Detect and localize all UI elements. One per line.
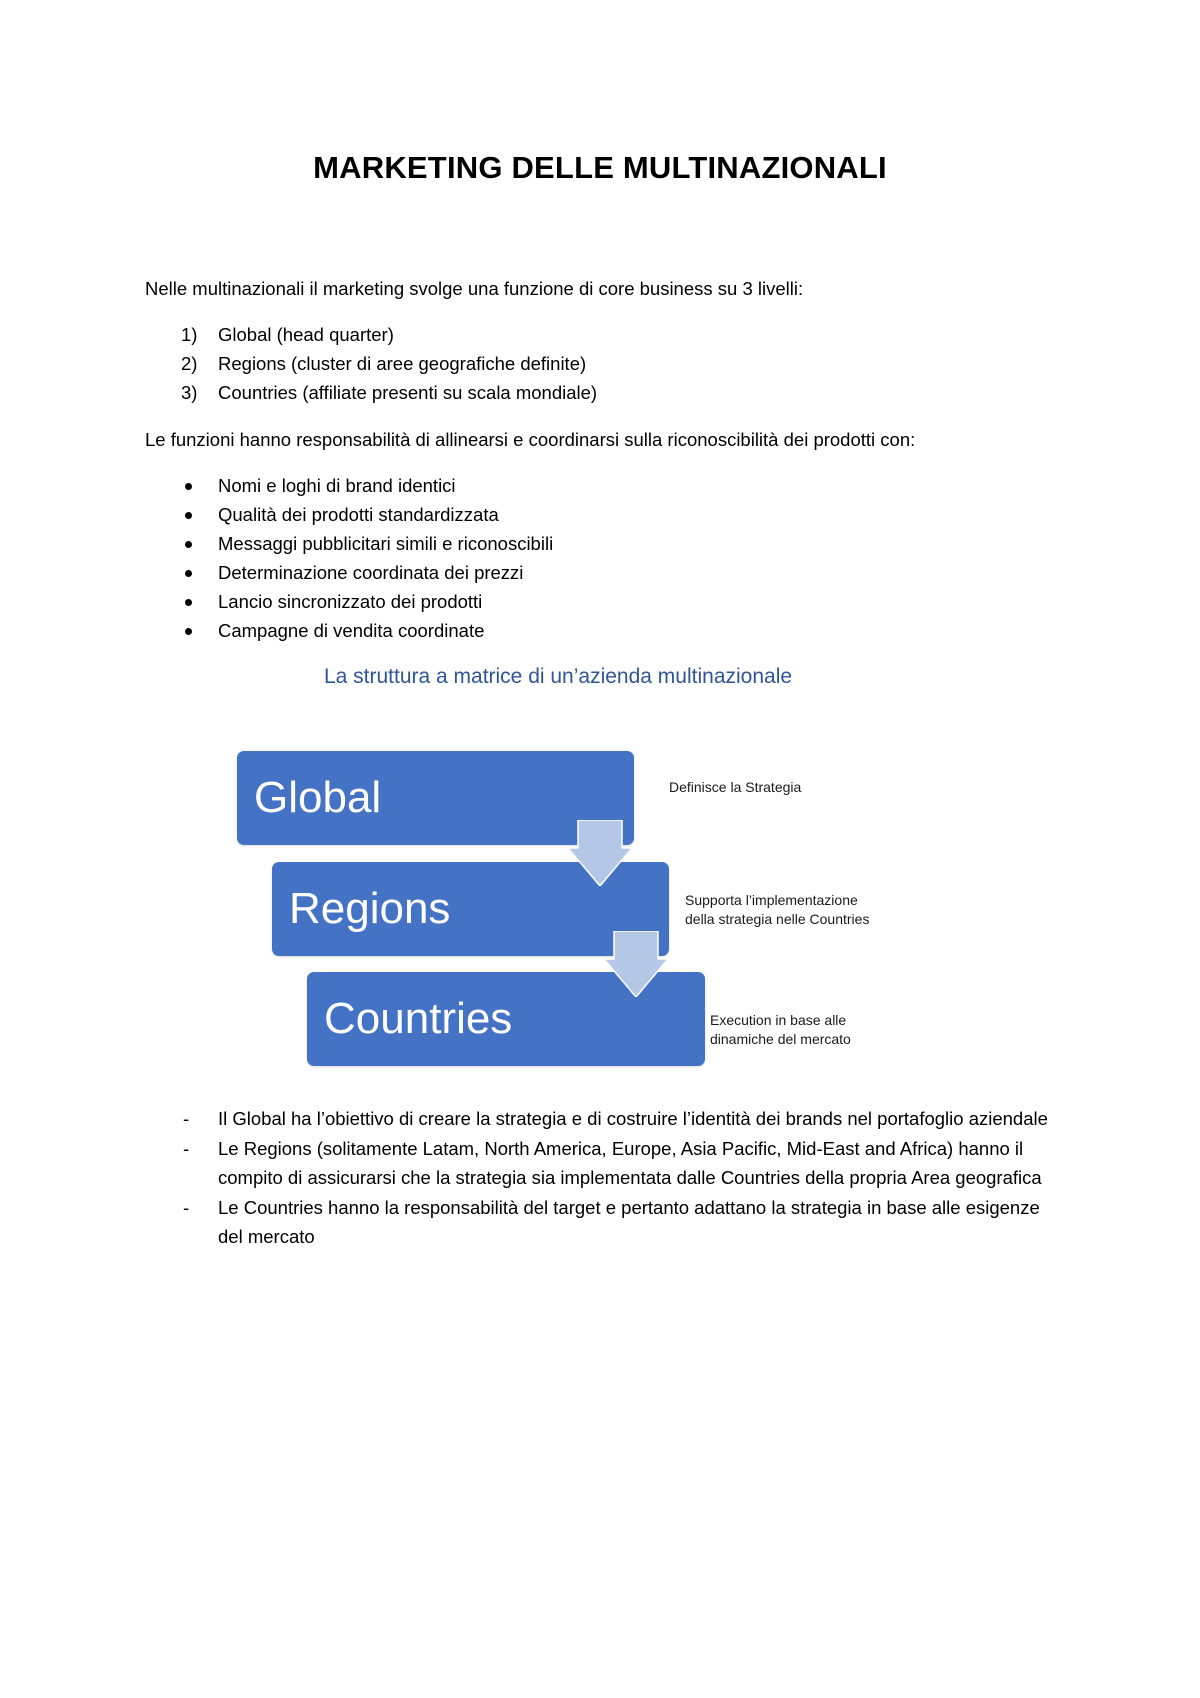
bullet-icon: [185, 512, 192, 519]
bullet-icon: [185, 483, 192, 490]
list-item: [145, 471, 1065, 500]
list-item: [145, 349, 1065, 378]
list-item: [145, 558, 1065, 587]
note-line: Definisce la Strategia: [669, 779, 802, 795]
global-note: [669, 778, 801, 797]
list-item-text: Le Regions (solitamente Latam, North America, Europe, Asia Pacific, Mid-East and Africa) hanno il compito di assicurarsi che la strategia sia implementata dalle Countries della propria Area geografica: [218, 1137, 1042, 1188]
box-label: Global: [254, 773, 382, 822]
regions-note: [685, 891, 869, 929]
list-item-text: Nomi e loghi di brand identici: [218, 475, 456, 496]
list-item-text: Countries (affiliate presenti su scala mondiale): [218, 382, 598, 403]
list-item-text: Lancio sincronizzato dei prodotti: [218, 591, 483, 612]
dash-marker: -: [183, 1196, 190, 1218]
list-item-text: Campagne di vendita coordinate: [218, 620, 485, 641]
list-marker: 1): [181, 324, 198, 345]
list-item: [145, 1193, 1065, 1252]
box-label: Regions: [289, 884, 451, 933]
bullet-icon: [185, 541, 192, 548]
list-item: [145, 378, 1065, 407]
list-item-text: Determinazione coordinata dei prezzi: [218, 562, 524, 583]
responsibility-paragraph: Le funzioni hanno responsabilità di allinearsi e coordinarsi sulla riconoscibilità dei prodotti con:: [145, 429, 916, 450]
note-line: della strategia nelle Countries: [685, 911, 870, 927]
down-arrow-overlay-icon: [568, 820, 632, 886]
intro-paragraph: Nelle multinazionali il marketing svolge una funzione di core business su 3 livelli:: [145, 278, 804, 299]
list-item: [145, 616, 1065, 645]
list-item: [145, 500, 1065, 529]
note-line: Supporta l’implementazione: [685, 892, 858, 908]
list-item: [145, 320, 1065, 349]
box-label: Countries: [324, 994, 513, 1043]
levels-list: [145, 320, 1065, 407]
note-line: dinamiche del mercato: [710, 1031, 851, 1047]
list-marker: 3): [181, 382, 198, 403]
list-item: [145, 1134, 1065, 1193]
list-item-text: Regions (cluster di aree geografiche definite): [218, 353, 587, 374]
list-marker: 2): [181, 353, 198, 374]
list-item: [145, 1104, 1065, 1134]
document-title: MARKETING DELLE MULTINAZIONALI: [313, 150, 887, 185]
bullet-icon: [185, 599, 192, 606]
list-item: [145, 587, 1065, 616]
diagram-title: La struttura a matrice di un’azienda multinazionale: [323, 665, 793, 688]
list-item-text: Le Countries hanno la responsabilità del target e pertanto adattano la strategia in base alle esigenze del mercato: [218, 1196, 1040, 1247]
dash-marker: -: [183, 1108, 190, 1129]
dash-list: [145, 1104, 1065, 1252]
list-item-text: Messaggi pubblicitari simili e riconoscibili: [218, 533, 554, 554]
list-item-text: Qualità dei prodotti standardizzata: [218, 504, 499, 525]
bullet-icon: [185, 628, 192, 635]
bullet-icon: [185, 570, 192, 577]
list-item-text: Il Global ha l’obiettivo di creare la strategia e di costruire l’identità dei brands nel portafoglio aziendale: [218, 1108, 1048, 1129]
countries-note: [710, 1011, 851, 1049]
dash-marker: -: [183, 1137, 190, 1159]
list-item: [145, 529, 1065, 558]
list-item-text: Global (head quarter): [218, 324, 394, 345]
note-line: Execution in base alle: [710, 1012, 847, 1028]
bullet-list: [145, 471, 1065, 645]
down-arrow-overlay-icon: [604, 931, 668, 997]
